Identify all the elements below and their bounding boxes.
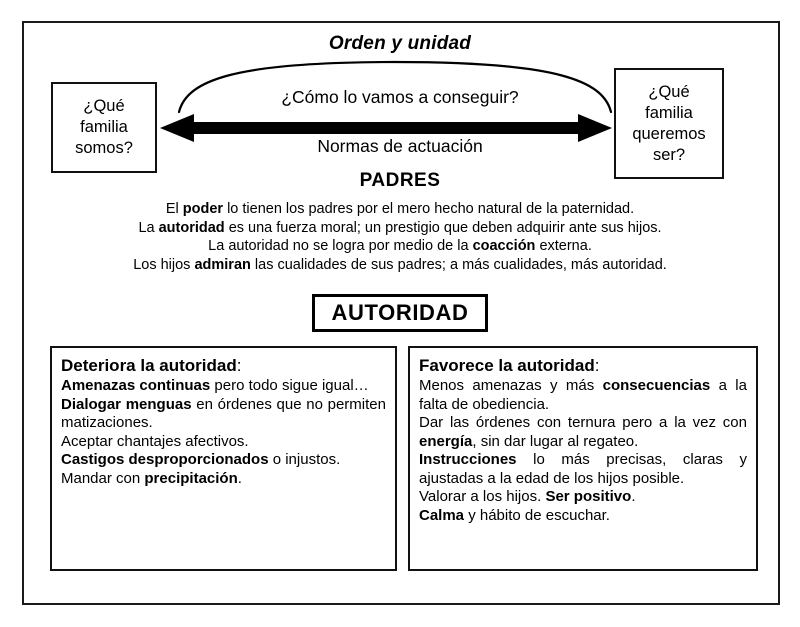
statement-bold: coacción: [472, 238, 536, 254]
panel-favorece-body: [419, 377, 747, 525]
statement-post: es una fuerza moral; un prestigio que deben adquirir ante sus hijos.: [224, 219, 662, 236]
arrow-label-top: ¿Cómo lo vamos a conseguir?: [281, 87, 519, 107]
connector-arc-icon: [165, 50, 625, 120]
question-box-right-line-4: ser?: [652, 145, 686, 164]
item-bold: Calma: [419, 506, 465, 524]
statement-pre: Los hijos: [133, 256, 195, 273]
list-item: [419, 414, 747, 451]
statement-pre: La: [138, 219, 159, 236]
item-bold: Dialogar menguas: [61, 395, 192, 413]
item-post: lo más precisas, claras y ajustadas a la edad de los hijos posible.: [419, 451, 747, 487]
list-item: [419, 488, 747, 507]
item-rest: o injustos.: [268, 451, 341, 468]
item-bold: Ser positivo: [545, 488, 632, 505]
statement-bold: poder: [182, 201, 224, 217]
statement-line: [40, 256, 760, 275]
statement-post: lo tienen los padres por el mero hecho natural de la paternidad.: [223, 201, 635, 217]
item-bold: precipitación: [144, 469, 238, 487]
item-post: .: [631, 488, 636, 505]
list-item: [61, 396, 386, 433]
panel-favorece: [408, 346, 758, 571]
item-pre: Valorar a los hijos.: [419, 488, 546, 505]
statement-line: [40, 219, 760, 238]
diagram-title: Orden y unidad: [328, 33, 472, 54]
list-item: [419, 451, 747, 488]
panel-deteriora: [50, 346, 397, 571]
statement-bold: admiran: [194, 256, 251, 273]
item-pre: Menos amenazas y más: [419, 377, 603, 394]
question-box-left-line-2: familia: [80, 118, 128, 136]
list-item: [419, 507, 747, 526]
item-bold: consecuencias: [602, 377, 711, 394]
item-bold: energía: [419, 432, 473, 450]
list-item: [61, 377, 386, 396]
question-box-left-line-1: ¿Qué: [83, 97, 125, 115]
item-post: , sin dar lugar al regateo.: [472, 432, 639, 450]
item-tail: .: [237, 469, 242, 487]
statement-pre: El: [165, 201, 183, 217]
question-box-right-line-1: ¿Qué: [648, 82, 690, 101]
item-pre: Dar las órdenes con ternura pero a la vez con: [419, 414, 747, 431]
statement-line: [40, 200, 760, 219]
statements-block: [40, 200, 760, 274]
statement-pre: La autoridad no se logra por medio de la: [208, 238, 473, 254]
question-box-right-line-2: familia: [645, 103, 693, 122]
statement-line: [40, 237, 760, 256]
item-post: y hábito de escuchar.: [464, 506, 610, 524]
panel-favorece-heading: [419, 356, 747, 376]
item-rest: en órdenes que no permiten matizaciones.: [61, 395, 386, 431]
panel-favorece-heading-colon: :: [594, 356, 600, 375]
panel-deteriora-heading-text: Deteriora la autoridad: [61, 356, 237, 375]
list-item: [61, 470, 386, 489]
question-box-right: [614, 68, 724, 179]
item-rest: Mandar con: [61, 469, 145, 487]
question-box-left-line-3: somos?: [75, 139, 133, 157]
item-rest: Aceptar chantajes afectivos.: [61, 432, 249, 450]
list-item: [419, 377, 747, 414]
item-bold: Castigos desproporcionados: [61, 451, 269, 468]
statement-post: externa.: [535, 238, 592, 254]
panel-deteriora-heading-colon: :: [236, 356, 242, 375]
item-post: a la falta de obediencia.: [419, 377, 747, 413]
item-bold: Amenazas continuas: [61, 377, 211, 394]
autoridad-box: [312, 294, 488, 332]
statement-post: las cualidades de sus padres; a más cualidades, más autoridad.: [250, 256, 667, 273]
panel-favorece-heading-text: Favorece la autoridad: [419, 356, 595, 375]
panel-deteriora-body: [61, 377, 386, 488]
autoridad-label: AUTORIDAD: [331, 300, 469, 325]
arrow-label-bottom: Normas de actuación: [317, 136, 483, 156]
item-rest: pero todo sigue igual…: [210, 377, 369, 394]
statement-bold: autoridad: [158, 219, 225, 236]
item-bold: Instrucciones: [419, 451, 517, 468]
list-item: [61, 451, 386, 470]
panel-deteriora-heading: [61, 356, 386, 376]
section-heading-padres: PADRES: [359, 170, 441, 191]
question-box-right-line-3: queremos: [632, 124, 706, 143]
list-item: [61, 433, 386, 452]
